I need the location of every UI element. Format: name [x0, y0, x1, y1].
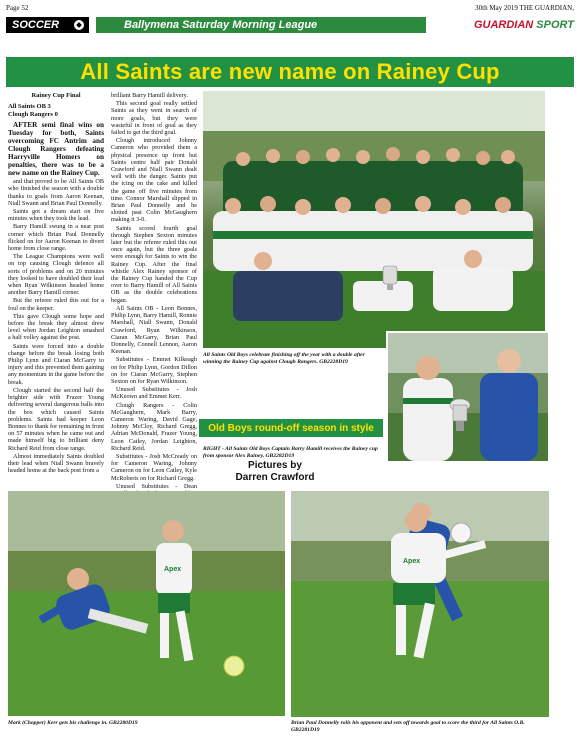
section-label-text: SOCCER [12, 19, 60, 31]
article-paragraph: Unused Substitutes - Dean [116, 482, 197, 490]
team-celebration-photo [203, 91, 545, 348]
shirt-sponsor: Apex [164, 566, 182, 573]
article-paragraph: Saints scored fourth goal through Stephen Sexton minutes later but the referee ruled this out once again, but the three goals were enough for Saints to win the Rainey Cup. After the final whistle Alex Rainey sponsor of the Rainey Cup handed the Cup over to Barry Hamill of All Saints OB as the double celebrations began. [111, 224, 197, 304]
caption-goal-run: Brian Paul Donnelly rolls his opponent and sets off towards goal to score the third for All Saints O.B. GB2281D19 [291, 720, 525, 733]
lineup-all-saints: All Saints OB - Leon Bonnes, Philip Lynn, Barry Hamill, Ronnie Marshall, Niall Swann, Donald Crawford, Ryan Wilkinson, Ciaran McGarry, Brian Paul Donnelly, Connell Lennon, Aaron Keenan. [111, 304, 197, 356]
page-number: Page 52 [6, 4, 29, 12]
goal-run-action-photo [291, 491, 549, 717]
headline: All Saints are new name on Rainey Cup [80, 59, 500, 84]
football-icon [451, 523, 471, 543]
article-paragraph: Substitutes - Emmet Kilkeagh on for Philip Lynn, Gordon Dillon on for Ciaran McGarry, Stephen Sexton on for Ryan Wilkinson. [111, 356, 197, 385]
article-paragraph: But the referee ruled this out for a foul on the keeper. [8, 297, 104, 312]
issue-date: 30th May 2019 [475, 4, 518, 12]
article-column-2 [111, 92, 197, 490]
article-column-1 [8, 92, 104, 475]
article-paragraph: brilliant Barry Hamill delivery. [111, 92, 188, 99]
league-name: Ballymena Saturday Morning League [96, 17, 426, 33]
article-paragraph: Barry Hamill swung in a near post corner which Brian Paul Donnelly flicked on for Aaron Keenan to divert home from close range. [8, 223, 104, 253]
brand-guardian: GUARDIAN [473, 19, 534, 31]
caption-cup-presentation: RIGHT - All Saints Old Boys Captain Barry Hamill receives the Rainey cup from sponsor Alex Rainey. GB2282D19 [203, 446, 378, 459]
brand-sport: SPORT [536, 19, 574, 31]
section-label [6, 17, 89, 33]
article-paragraph: Saints were forced into a double change before the break losing both Philip Lynn and Ciaran McGarry to injury and this prevented them gaining any momentum in the game before the break. [8, 342, 104, 386]
article-paragraph: This gave Clough some hope and before the break they almost drew level when Jordan Leighton smashed a half volley against the post. [8, 312, 104, 342]
article-title: Rainey Cup Final [31, 92, 81, 99]
cup-presentation-photo [386, 331, 548, 461]
team-photo-illustration [203, 91, 545, 348]
page-header-line [6, 4, 574, 14]
article-paragraph: Clough introduced Johnny Cameron who provided them a physical presence up front but Saints centre half pair Donald Crawford and Niall Swann dealt well with the danger. Saints put the icing on the cake and killed the game off five minutes from time. Connor Marshall slipped in Brian Paul Donnelly and he slotted past Colin McGaughern making it 3-0. [111, 137, 197, 224]
football-icon [224, 656, 244, 676]
caption-challenge: Mark (Chopper) Kerr gets his challenge in. GB2280D19 [8, 720, 138, 726]
goal-run-action-illustration [291, 491, 549, 717]
photo-credit-line-1: Pictures by [248, 460, 302, 471]
article-paragraph: AFTER semi final wins on Tuesday for both, Saints overcoming FC Antrim and Clough Rangers defeating Harryville Homers on penalties, there was to be a new name on the Rainey Cup. [8, 121, 104, 178]
article-paragraph: Almost immediately Saints doubled their lead when Niall Swann bravely headed home at the back post from a [8, 452, 104, 475]
article-paragraph: The League Champions were well on top causing Clough defence all sorts of problems and on 20 minutes they looked to have doubled their lead when Ryan Wilkinson headed home another Barry Hamill corner. [8, 253, 104, 297]
article-paragraph: This second goal really settled Saints as they went in search of more goals, but they were wasteful in front of goal as they failed to get the third goal. [111, 100, 197, 137]
brand-logo [474, 18, 574, 32]
old-boys-banner [199, 419, 383, 437]
article-paragraph: Substitutes - Josh McCready on for Cameron Waring, Johnny Cameron on for Leon Catley, Kyle McRoberts on for Richard Gregg. [111, 452, 197, 482]
article-paragraph: Clough started the second half the brighter side with Frazer Young delivering several dangerous balls into the box which caused Saints problems. Saints had keeper Leon Bonnes to thank for remaining in front on 57 minutes when he came out and made himself big to brilliant deny Richard Reid from close range. [8, 386, 104, 452]
photo-credit [200, 460, 350, 484]
photo-credit-line-2: Darren Crawford [235, 472, 315, 483]
headline-banner [6, 57, 574, 87]
article-paragraph: Saints got a dream start on five minutes when they took the lead. [8, 208, 104, 223]
score-line-1: All Saints OB 3 [8, 103, 51, 111]
cup-presentation-illustration [388, 333, 548, 461]
paper-name: THE GUARDIAN, [519, 4, 574, 12]
article-paragraph: Unused Substitutes - Josh McKeown and Emmet Kerr. [111, 386, 197, 401]
article-paragraph: and that proved to be All Saints OB who finished the season with a double thanks to goals from Aaron Keenan, Niall Swann and Brian Paul Donnelly. [8, 178, 104, 207]
old-boys-banner-text: Old Boys round-off season in style [208, 422, 374, 434]
challenge-action-illustration [8, 491, 285, 716]
score-line-2: Clough Rangers 0 [8, 110, 58, 118]
issue-info [475, 4, 574, 12]
football-icon [73, 19, 85, 31]
shirt-sponsor: Apex [403, 558, 421, 565]
challenge-action-photo [8, 491, 285, 716]
section-bar [6, 17, 574, 33]
caption-main-photo: All Saints Old Boys celebrate finishing off the year with a double after winning the Rainey Cup against Clough Rangers. GB2228D19 [203, 352, 365, 365]
lineup-clough: Clough Rangers - Colin McGaughern, Mark Barry, Cameron Waring, David Gage, Johnny McCloy, Richard Gregg, Adrian McDonald, Frazer Young, Leon Catley, Jordan Leighton, Richard Reid. [111, 401, 197, 452]
